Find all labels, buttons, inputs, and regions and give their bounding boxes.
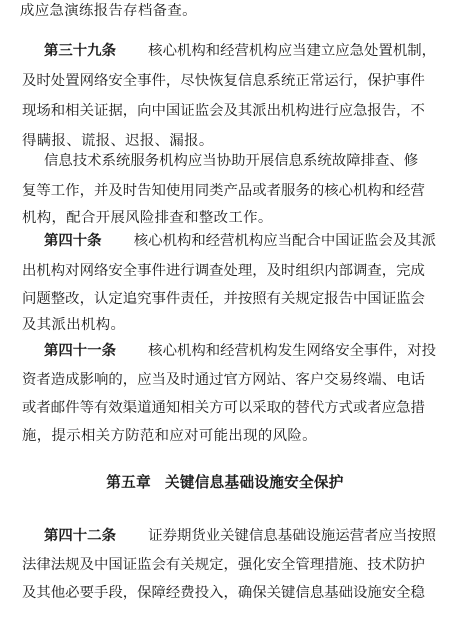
article-41-line-1 — [44, 341, 436, 361]
article-39-text-3: 现场和相关证据，向中国证监会及其派出机构进行应急报告，不 — [22, 103, 425, 119]
article-41-text-1: 核心机构和经营机构发生网络安全事件，对投 — [148, 343, 436, 359]
article-40-line-2 — [22, 261, 436, 281]
article-40-line-1 — [44, 231, 436, 251]
article-42-text-2: 法律法规及中国证监会有关规定，强化安全管理措施、技术防护 — [22, 557, 425, 573]
article-39-para2-line-1 — [44, 151, 436, 171]
chapter-number: 第五章 — [106, 474, 151, 491]
article-39-text-1: 核心机构和经营机构应当建立应急处置机制， — [148, 43, 436, 59]
article-39-para2-line-2 — [22, 181, 436, 201]
article-42-text-1: 证券期货业关键信息基础设施运营者应当按照 — [148, 528, 436, 544]
article-39-line-3 — [22, 101, 436, 121]
article-38-tail: 成应急演练报告存档备查。 — [20, 3, 197, 19]
article-40-label: 第四十条 — [44, 233, 102, 249]
article-42-line-3 — [22, 583, 436, 603]
article-40-text-2: 出机构对网络安全事件进行调查处理，及时组织内部调查，完成 — [22, 263, 425, 279]
article-39-text-2: 及时处置网络安全事件，尽快恢复信息系统正常运行，保护事件 — [22, 73, 425, 89]
article-39-line-1 — [44, 41, 436, 61]
article-39-label: 第三十九条 — [44, 43, 116, 59]
article-40-text-3: 问题整改，认定追究事件责任，并按照有关规定报告中国证监会 — [22, 291, 425, 307]
article-39-line-4: 得瞒报、谎报、迟报、漏报。 — [22, 133, 214, 149]
article-39-line-2 — [22, 71, 436, 91]
article-42-line-1 — [44, 526, 436, 546]
article-41-label: 第四十一条 — [44, 343, 116, 359]
article-39-para2-line-3: 机构，配合开展风险排查和整改工作。 — [22, 210, 273, 226]
article-39-para2-text-2: 复等工作，并及时告知使用同类产品或者服务的核心机构和经营 — [22, 183, 425, 199]
chapter-title: 关键信息基础设施安全保护 — [164, 474, 344, 491]
article-41-line-2 — [22, 370, 436, 390]
article-42-text-3: 及其他必要手段，保障经费投入，确保关键信息基础设施安全稳 — [22, 585, 425, 601]
article-40-text-1: 核心机构和经营机构应当配合中国证监会及其派 — [133, 233, 436, 249]
article-39-para2-text-1: 信息技术系统服务机构应当协助开展信息系统故障排查、修 — [44, 153, 419, 169]
article-42-line-2 — [22, 555, 436, 575]
article-40-line-3 — [22, 289, 436, 309]
article-42-label: 第四十二条 — [44, 528, 116, 544]
article-41-text-2: 资者造成影响的，应当及时通过官方网站、客户交易终端、电话 — [22, 372, 425, 388]
article-41-text-3: 或者邮件等有效渠道通知相关方可以采取的替代方式或者应急措 — [22, 400, 425, 416]
article-40-line-4: 及其派出机构。 — [22, 317, 126, 333]
article-41-line-3 — [22, 398, 436, 418]
chapter-heading — [0, 473, 450, 493]
article-41-line-4: 施，提示相关方防范和应对可能出现的风险。 — [22, 428, 317, 444]
